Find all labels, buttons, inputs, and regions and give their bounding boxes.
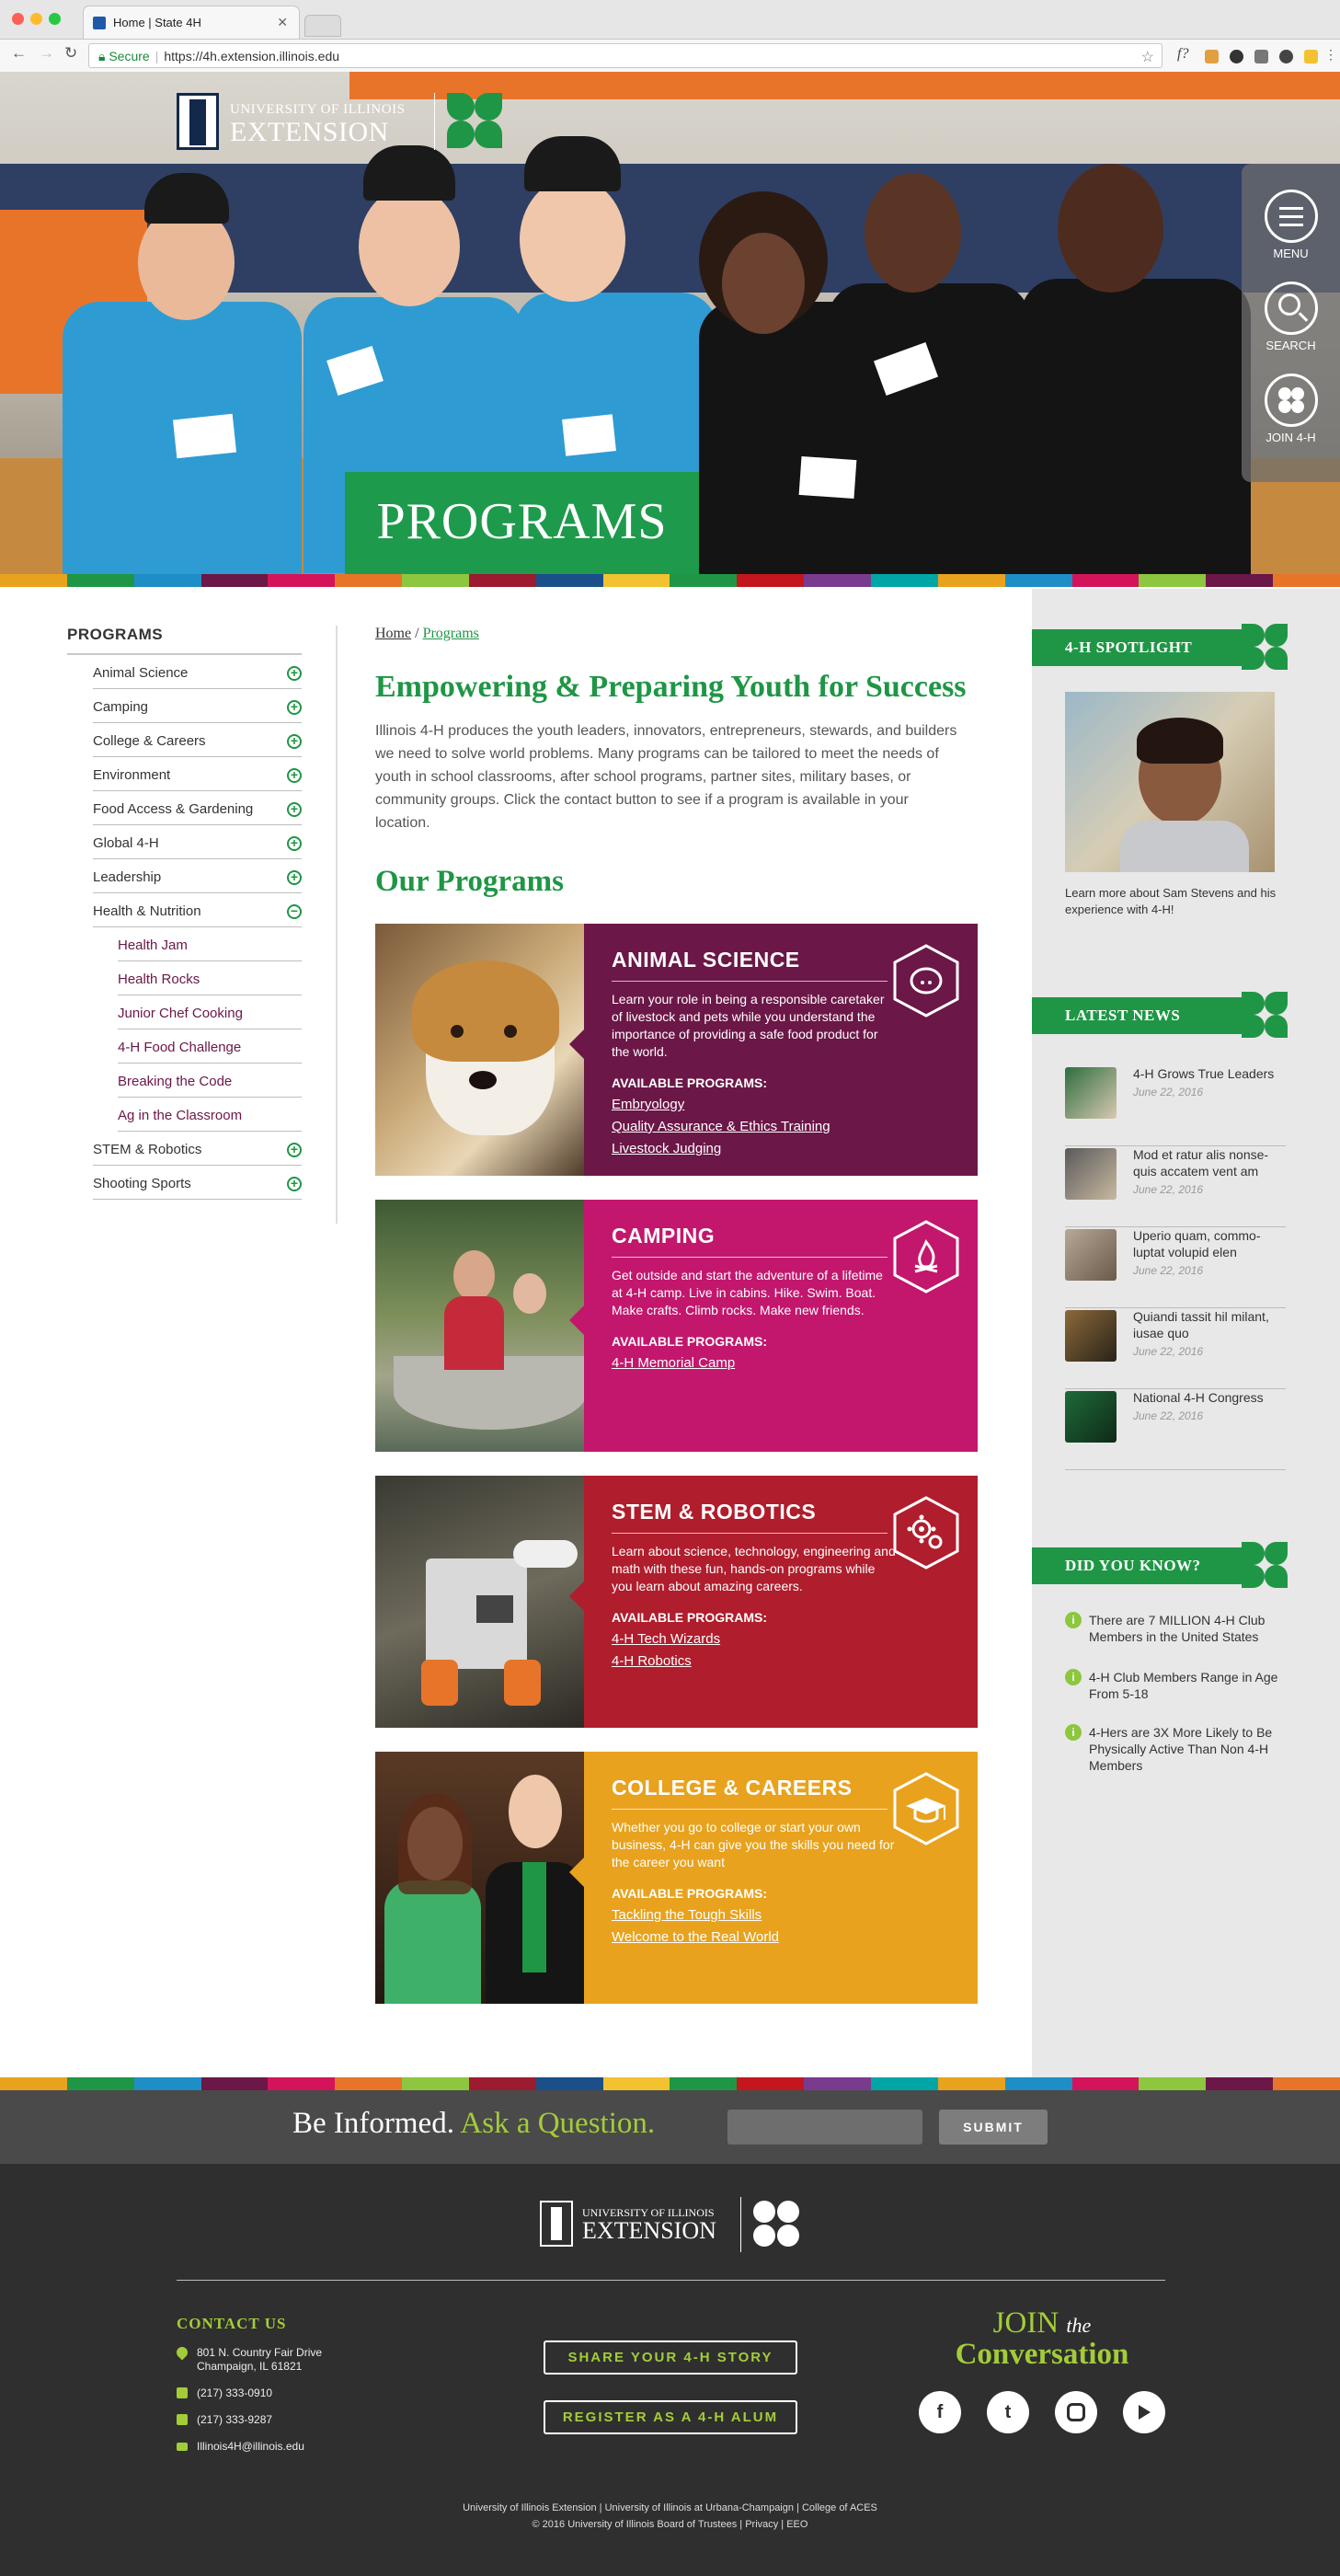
hamburger-icon: [1265, 190, 1318, 243]
close-window-button[interactable]: [12, 13, 24, 25]
card-description: Get outside and start the adventure of a lifetime at 4-H camp. Live in cabins. Hike. Swim. Boat. Make crafts. Climb rocks. Make new friends.: [612, 1268, 883, 1317]
news-title[interactable]: Quiandi tassit hil milant, iusae quo: [1133, 1309, 1269, 1340]
stripe-segment: [670, 2077, 737, 2090]
stripe-segment: [1206, 2077, 1273, 2090]
card-body: [584, 1752, 978, 2004]
stripe-segment: [871, 574, 938, 587]
color-stripe: [0, 2077, 1340, 2090]
card-description: Learn about science, technology, engineering and math with these fun, hands-on programs while you learn about amazing careers.: [612, 1544, 896, 1593]
breadcrumb-home[interactable]: Home: [375, 626, 412, 641]
register-alum-button[interactable]: REGISTER AS A 4-H ALUM: [544, 2400, 797, 2434]
logo-line2: EXTENSION: [230, 117, 389, 147]
right-sidebar: [1032, 589, 1340, 2079]
program-link[interactable]: Embryology: [612, 1097, 685, 1112]
news-title[interactable]: 4-H Grows True Leaders: [1133, 1066, 1275, 1081]
legal-links[interactable]: University of Illinois Extension | University of Illinois at Urbana-Champaign | College of ACES: [463, 2502, 877, 2513]
circle-extension-icon[interactable]: [1279, 50, 1293, 63]
hero-banner: [0, 72, 1340, 574]
stripe-segment: [1072, 2077, 1140, 2090]
contact-block: [177, 2315, 322, 2454]
phone[interactable]: (217) 333-0910: [177, 2386, 322, 2400]
close-tab-icon[interactable]: ✕: [277, 15, 288, 29]
join-4h-button[interactable]: [1242, 374, 1340, 444]
sidebar-item-health-nutrition[interactable]: Health & Nutrition −: [93, 893, 302, 927]
lock-icon: 🔒︎: [98, 49, 109, 63]
menu-button[interactable]: [1242, 190, 1340, 260]
address-toolbar: [0, 39, 1340, 72]
info-icon: i: [1065, 1669, 1082, 1685]
stripe-segment: [536, 2077, 603, 2090]
card-body: [584, 924, 978, 1176]
fax-icon: [177, 2414, 188, 2425]
pig-icon: [893, 944, 959, 1018]
robot-photo: [375, 1476, 584, 1728]
expand-plus-icon[interactable]: +: [287, 768, 302, 783]
sidebar-subitem-health-jam[interactable]: Health Jam: [118, 927, 302, 961]
forward-arrow-icon[interactable]: →: [39, 44, 54, 62]
available-label: AVAILABLE PROGRAMS:: [612, 1610, 768, 1625]
news-thumbnail: [1065, 1229, 1117, 1281]
news-thumbnail: [1065, 1310, 1117, 1362]
spotlight-photo[interactable]: [1065, 692, 1275, 872]
url-text: https://4h.extension.illinois.edu: [164, 49, 340, 63]
card-title: STEM & ROBOTICS: [612, 1500, 817, 1524]
stripe-segment: [134, 2077, 201, 2090]
stripe-segment: [1273, 574, 1340, 587]
stripe-segment: [335, 574, 402, 587]
alert-extension-icon[interactable]: [1304, 50, 1318, 63]
sidebar-subitem-health-rocks[interactable]: Health Rocks: [118, 961, 302, 995]
sidebar-subitem-junior-chef[interactable]: Junior Chef Cooking: [118, 995, 302, 1029]
news-item[interactable]: [1065, 1227, 1286, 1308]
program-link[interactable]: Welcome to the Real World: [612, 1929, 780, 1945]
contact-heading: CONTACT US: [177, 2315, 287, 2332]
sidebar-heading: PROGRAMS: [67, 626, 302, 655]
sidebar-subitem-ag-classroom[interactable]: Ag in the Classroom: [118, 1098, 302, 1132]
stripe-segment: [670, 574, 737, 587]
sidebar-item-animal-science[interactable]: Animal Science +: [93, 655, 302, 689]
program-link[interactable]: Tackling the Tough Skills: [612, 1907, 762, 1923]
search-label: SEARCH: [1266, 339, 1316, 352]
facebook-icon[interactable]: f: [919, 2391, 961, 2433]
share-story-button[interactable]: SHARE YOUR 4-H STORY: [544, 2340, 797, 2375]
fact-item: i 4-Hers are 3X More Likely to Be Physically Active Than Non 4-H Members: [1065, 1724, 1286, 1774]
stripe-segment: [1206, 574, 1273, 587]
stripe-segment: [938, 2077, 1005, 2090]
expand-plus-icon[interactable]: +: [287, 1177, 302, 1191]
stripe-segment: [201, 2077, 269, 2090]
ask-question-bar: [0, 2090, 1340, 2164]
shield-extension-icon[interactable]: [1254, 50, 1268, 63]
expand-plus-icon[interactable]: +: [287, 802, 302, 817]
news-item[interactable]: [1065, 1146, 1286, 1227]
stripe-segment: [737, 2077, 804, 2090]
stripe-segment: [402, 2077, 469, 2090]
expand-plus-icon[interactable]: +: [287, 700, 302, 715]
news-thumbnail: [1065, 1148, 1117, 1200]
news-date: June 22, 2016: [1133, 1345, 1204, 1358]
stripe-segment: [1005, 574, 1072, 587]
fact-item: i There are 7 MILLION 4-H Club Members in the United States: [1065, 1612, 1286, 1645]
news-item[interactable]: [1065, 1065, 1286, 1146]
expand-plus-icon[interactable]: +: [287, 666, 302, 681]
news-date: June 22, 2016: [1133, 1264, 1204, 1277]
stripe-segment: [469, 2077, 536, 2090]
program-link[interactable]: Livestock Judging: [612, 1141, 722, 1156]
join-conversation: JOIN the Conversation: [955, 2306, 1129, 2371]
color-stripe: [0, 574, 1340, 587]
sync-extension-icon[interactable]: [1230, 50, 1243, 63]
search-button[interactable]: [1242, 282, 1340, 352]
program-card-college-careers[interactable]: [375, 1752, 978, 2004]
sidebar-subitem-breaking-code[interactable]: Breaking the Code: [118, 1064, 302, 1098]
dog-photo: [375, 924, 584, 1176]
program-card-stem-robotics[interactable]: [375, 1476, 978, 1728]
stripe-segment: [402, 574, 469, 587]
stripe-segment: [737, 574, 804, 587]
ask-question-text: Ask a Question.: [460, 2107, 656, 2140]
four-h-clover-icon: [1240, 990, 1289, 1040]
card-body: [584, 1200, 978, 1452]
stripe-segment: [804, 2077, 871, 2090]
stripe-segment: [201, 574, 269, 587]
info-icon: i: [1065, 1612, 1082, 1628]
four-h-clover-icon: [1240, 1540, 1289, 1590]
sidebar-item-global-4h[interactable]: Global 4-H +: [93, 825, 302, 859]
location-pin-icon: [175, 2345, 190, 2361]
footer-logo[interactable]: UNIVERSITY OF ILLINOIS EXTENSION: [540, 2197, 802, 2252]
news-thumbnail: [1065, 1067, 1117, 1119]
spotlight-caption[interactable]: Learn more about Sam Stevens and his experience with 4-H!: [1065, 886, 1277, 916]
expand-plus-icon[interactable]: +: [287, 734, 302, 749]
stripe-segment: [335, 2077, 402, 2090]
campfire-icon: [893, 1220, 959, 1294]
browser-menu-icon[interactable]: ⋮: [1324, 47, 1337, 62]
expand-plus-icon[interactable]: +: [287, 836, 302, 851]
intro-text: Illinois 4-H produces the youth leaders, innovators, entrepreneurs, stewards, and builders we need to solve world problems. Many programs can be tailored to meet the needs of youth in school classrooms, after school programs, partner sites, military bases, or community groups. Click the contact button to see if a program is available in your location.: [375, 723, 957, 831]
sidebar-item-camping[interactable]: Camping +: [93, 689, 302, 723]
browser-chrome: [0, 0, 1340, 72]
stripe-segment: [1273, 2077, 1340, 2090]
stripe-segment: [268, 574, 335, 587]
program-link[interactable]: 4-H Robotics: [612, 1653, 692, 1669]
program-card-camping[interactable]: [375, 1200, 978, 1452]
stripe-segment: [871, 2077, 938, 2090]
quick-menu: [1242, 164, 1340, 482]
card-description: Learn your role in being a responsible caretaker of livestock and pets while you understand the importance of providing a safe food product for the world.: [612, 992, 885, 1059]
sidebar-item-leadership[interactable]: Leadership +: [93, 859, 302, 893]
minimize-window-button[interactable]: [30, 13, 42, 25]
illinois-i-icon: [177, 93, 219, 150]
expand-plus-icon[interactable]: +: [287, 870, 302, 885]
four-h-clover-icon: [1240, 622, 1289, 672]
illinois-i-icon: [540, 2201, 573, 2247]
legal-text: [0, 2500, 1340, 2533]
stripe-segment: [938, 574, 1005, 587]
search-icon: [1265, 282, 1318, 335]
breadcrumb-current[interactable]: Programs: [422, 626, 479, 641]
expand-plus-icon[interactable]: +: [287, 1143, 302, 1157]
join-label: JOIN 4-H: [1266, 431, 1316, 444]
menu-label: MENU: [1273, 247, 1309, 260]
sidebar-nav: [67, 626, 302, 1200]
back-arrow-icon[interactable]: ←: [11, 44, 27, 62]
info-icon: i: [1065, 1724, 1082, 1741]
folder-extension-icon[interactable]: [1205, 50, 1219, 63]
formula-extension-icon[interactable]: f?: [1177, 46, 1189, 62]
phone-icon: [177, 2387, 188, 2398]
news-item[interactable]: [1065, 1389, 1286, 1470]
stripe-segment: [268, 2077, 335, 2090]
stripe-segment: [1005, 2077, 1072, 2090]
breadcrumb: Home / Programs: [375, 626, 479, 641]
stripe-segment: [469, 574, 536, 587]
news-title[interactable]: Mod et ratur alis nonse-quis accatem vent am: [1133, 1147, 1269, 1179]
news-heading: LATEST NEWS: [1032, 997, 1253, 1034]
program-link[interactable]: Quality Assurance & Ethics Training: [612, 1119, 830, 1134]
tab-title: Home | State 4H: [113, 16, 201, 29]
spotlight-heading: 4-H SPOTLIGHT: [1032, 629, 1253, 666]
available-label: AVAILABLE PROGRAMS:: [612, 1886, 768, 1901]
news-thumbnail: [1065, 1391, 1117, 1443]
address: 801 N. Country Fair Drive Champaign, IL 61821: [177, 2346, 322, 2374]
graduation-cap-icon: [893, 1772, 959, 1846]
be-informed-text: Be Informed.: [292, 2107, 454, 2140]
sidebar-item-food-access[interactable]: Food Access & Gardening +: [93, 791, 302, 825]
fact-item: i 4-H Club Members Range in Age From 5-18: [1065, 1669, 1286, 1702]
stripe-segment: [67, 574, 134, 587]
address-bar[interactable]: 🔒︎ Secure | https://4h.extension.illinois.edu ☆: [88, 43, 1162, 68]
stripe-segment: [67, 2077, 134, 2090]
news-date: June 22, 2016: [1133, 1183, 1204, 1196]
available-label: AVAILABLE PROGRAMS:: [612, 1334, 768, 1349]
card-title: CAMPING: [612, 1224, 716, 1248]
stripe-segment: [603, 574, 670, 587]
copyright[interactable]: © 2016 University of Illinois Board of Trustees | Privacy | EEO: [532, 2519, 808, 2530]
instagram-icon[interactable]: [1055, 2391, 1097, 2433]
favicon-icon: [93, 17, 106, 29]
youtube-icon[interactable]: [1123, 2391, 1165, 2433]
fax: (217) 333-9287: [177, 2413, 322, 2427]
stripe-segment: [1139, 2077, 1206, 2090]
reload-icon[interactable]: ↻: [64, 44, 78, 62]
question-input[interactable]: [727, 2110, 922, 2145]
submit-button[interactable]: SUBMIT: [939, 2110, 1048, 2145]
news-date: June 22, 2016: [1133, 1409, 1204, 1422]
email[interactable]: Illinois4H@illinois.edu: [177, 2440, 322, 2454]
stripe-segment: [536, 574, 603, 587]
did-you-know-heading: DID YOU KNOW?: [1032, 1547, 1253, 1584]
collapse-minus-icon[interactable]: −: [287, 904, 302, 919]
stripe-segment: [804, 574, 871, 587]
twitter-icon[interactable]: t: [987, 2391, 1029, 2433]
stripe-segment: [1139, 574, 1206, 587]
program-link[interactable]: 4-H Memorial Camp: [612, 1355, 736, 1371]
clover-icon: [1265, 374, 1318, 427]
extension-logo[interactable]: [177, 91, 508, 155]
stripe-segment: [1072, 574, 1140, 587]
students-photo: [375, 1752, 584, 2004]
clover-icon: [751, 2199, 801, 2248]
sidebar-subitem-food-challenge[interactable]: 4-H Food Challenge: [118, 1029, 302, 1064]
card-body: [584, 1476, 978, 1728]
card-title: COLLEGE & CAREERS: [612, 1776, 853, 1800]
email-icon: [177, 2443, 188, 2451]
program-card-animal-science[interactable]: [375, 924, 978, 1176]
program-link[interactable]: 4-H Tech Wizards: [612, 1631, 721, 1647]
sidebar-item-environment[interactable]: Environment +: [93, 757, 302, 791]
stripe-segment: [603, 2077, 670, 2090]
news-item[interactable]: [1065, 1308, 1286, 1389]
main-heading: Empowering & Preparing Youth for Success: [375, 670, 967, 704]
card-title: ANIMAL SCIENCE: [612, 948, 800, 972]
bookmark-star-icon[interactable]: ☆: [1140, 50, 1154, 65]
sidebar-item-stem-robotics[interactable]: STEM & Robotics +: [93, 1132, 302, 1166]
stripe-segment: [134, 574, 201, 587]
secure-label: Secure: [109, 49, 150, 63]
browser-tab[interactable]: [83, 6, 300, 39]
sidebar-item-college-careers[interactable]: College & Careers +: [93, 723, 302, 757]
logo-line1: UNIVERSITY OF ILLINOIS: [230, 102, 406, 117]
stripe-segment: [0, 574, 67, 587]
zoom-window-button[interactable]: [49, 13, 61, 25]
new-tab-button[interactable]: [304, 15, 341, 37]
available-label: AVAILABLE PROGRAMS:: [612, 1075, 768, 1090]
canoe-photo: [375, 1200, 584, 1452]
news-title[interactable]: Uperio quam, commo-luptat volupid elen: [1133, 1228, 1261, 1259]
news-title[interactable]: National 4-H Congress: [1133, 1390, 1264, 1405]
gears-icon: [893, 1496, 959, 1570]
stripe-segment: [0, 2077, 67, 2090]
programs-heading: Our Programs: [375, 865, 565, 898]
card-description: Whether you go to college or start your own business, 4-H can give you the skills you need for the career you want: [612, 1820, 895, 1869]
four-h-clover-icon: [445, 91, 504, 150]
page-title: PROGRAMS: [345, 472, 699, 574]
news-date: June 22, 2016: [1133, 1086, 1204, 1098]
sidebar-item-shooting-sports[interactable]: Shooting Sports +: [93, 1166, 302, 1200]
